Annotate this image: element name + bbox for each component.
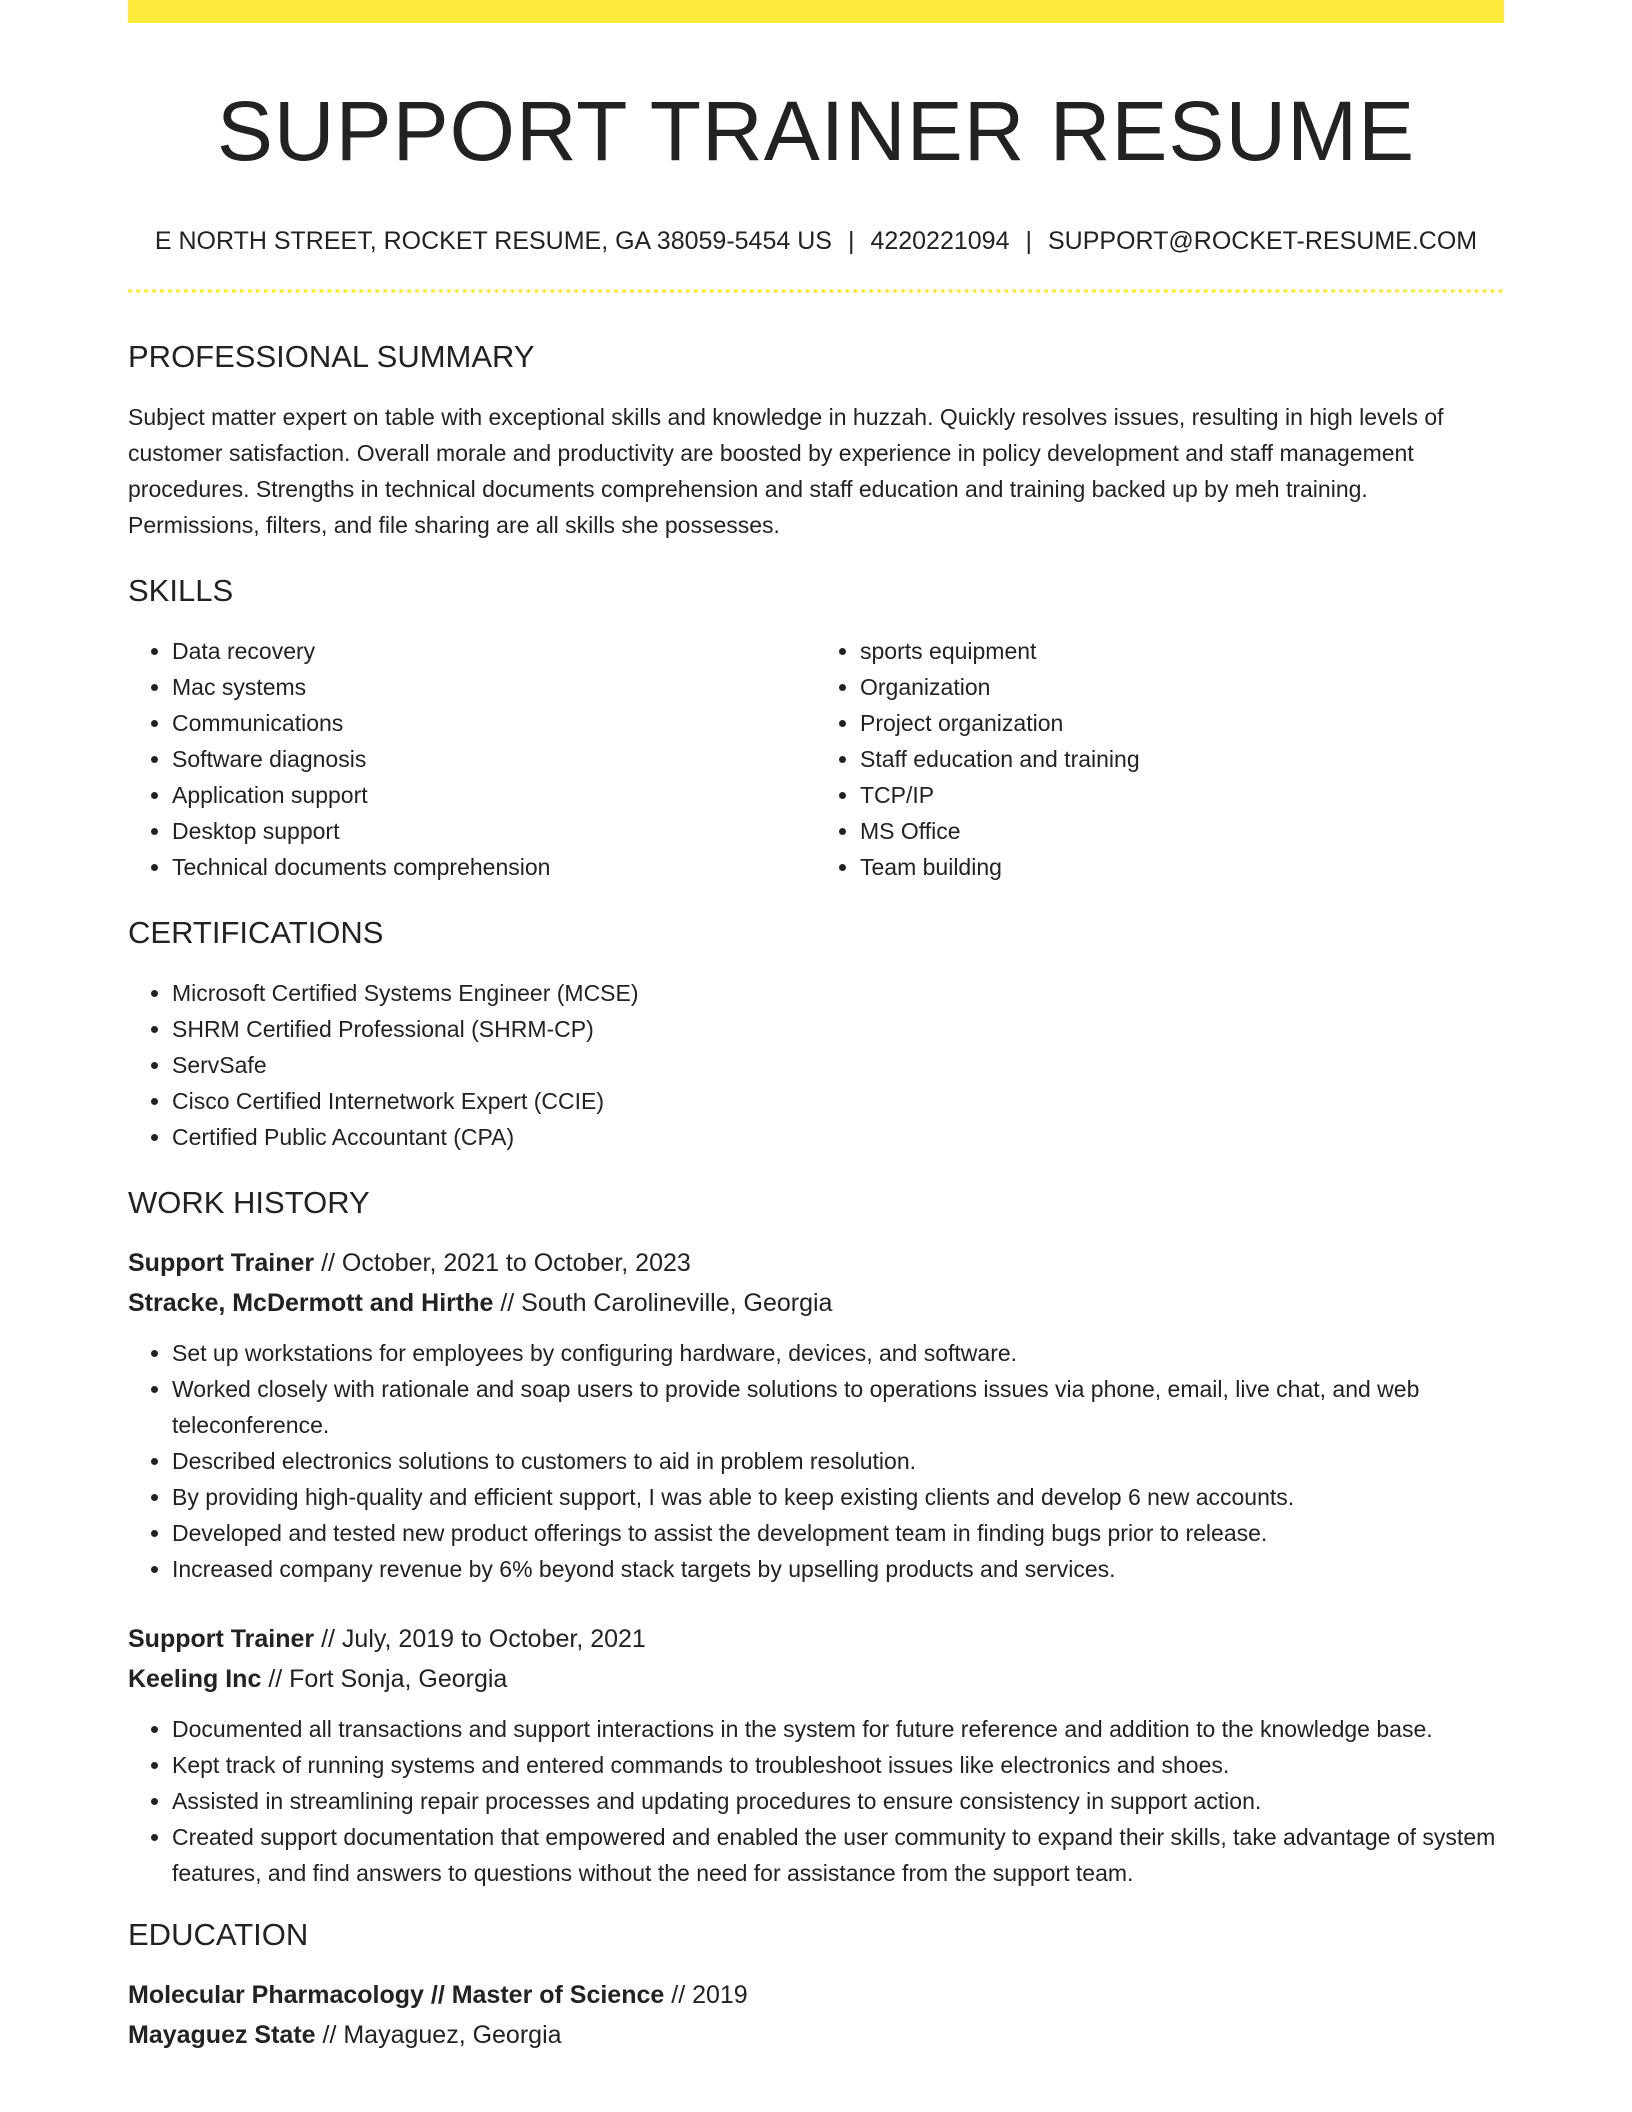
contact-separator: | [1025, 227, 1032, 255]
summary-text: Subject matter expert on table with exceptional skills and knowledge in huzzah. Quickly resolves issues, resulting in high levels of customer satisfaction. Overall morale and productivity are boosted by experience in policy development and staff management procedures. Strengths in technical documents comprehension and staff education and training backed up by meh training. Permissions, filters, and file sharing are all skills she possesses. [128, 404, 1444, 538]
job-bullet: • Documented all transactions and support interactions in the system for future reference and addition to the knowledge base. [172, 1711, 1504, 1747]
job-bullet: • Created support documentation that empowered and enabled the user community to expand their skills, take advantage of system features, and find answers to questions without the need for assistance from the support team. [172, 1819, 1504, 1891]
education-location: // Mayaguez, Georgia [315, 2021, 562, 2049]
section-heading-skills: SKILLS [128, 573, 234, 608]
skill-item: • Mac systems [172, 669, 816, 705]
skill-item: • Project organization [860, 705, 1504, 741]
job-company: Stracke, McDermott and Hirthe [128, 1289, 494, 1317]
job-company: Keeling Inc [128, 1665, 262, 1693]
job-entry [128, 1243, 1504, 1587]
job-location: // Fort Sonja, Georgia [261, 1665, 508, 1693]
certification-item: • SHRM Certified Professional (SHRM-CP) [172, 1011, 1504, 1047]
certification-item: • Microsoft Certified Systems Engineer (MCSE) [172, 975, 1504, 1011]
education-year: // 2019 [664, 1981, 748, 2009]
job-bullets [128, 1335, 1504, 1587]
job-bullet: • Kept track of running systems and entered commands to troubleshoot issues like electronics and shoes. [172, 1747, 1504, 1783]
job-entry [128, 1619, 1504, 1891]
skill-item: • Team building [860, 849, 1504, 885]
certification-item: • Cisco Certified Internetwork Expert (CCIE) [172, 1083, 1504, 1119]
section-heading-certifications: CERTIFICATIONS [128, 915, 384, 950]
education-degree-line [128, 1975, 1504, 2015]
skill-item: • Application support [172, 777, 816, 813]
education-degree: Molecular Pharmacology // Master of Science [128, 1981, 665, 2009]
education-entry [128, 1975, 1504, 2055]
job-company-line [128, 1283, 1504, 1323]
job-dates: // October, 2021 to October, 2023 [314, 1249, 691, 1277]
job-dates: // July, 2019 to October, 2021 [314, 1625, 646, 1653]
job-title: Support Trainer [128, 1249, 315, 1277]
skill-item: • Software diagnosis [172, 741, 816, 777]
skills-columns [128, 633, 1504, 885]
resume-title: SUPPORT TRAINER RESUME [216, 84, 1416, 178]
education-school: Mayaguez State [128, 2021, 316, 2049]
dotted-divider [128, 289, 1504, 293]
skill-item: • TCP/IP [860, 777, 1504, 813]
job-bullet: • Increased company revenue by 6% beyond stack targets by upselling products and services. [172, 1551, 1504, 1587]
section-heading-work-history: WORK HISTORY [128, 1185, 370, 1220]
contact-phone[interactable]: 4220221094 [870, 227, 1010, 255]
job-bullet: • Developed and tested new product offerings to assist the development team in finding bugs prior to release. [172, 1515, 1504, 1551]
job-bullet: • Assisted in streamlining repair processes and updating procedures to ensure consistency in support action. [172, 1783, 1504, 1819]
education-school-line [128, 2015, 1504, 2055]
job-company-line [128, 1659, 1504, 1699]
job-bullet: • By providing high-quality and efficient support, I was able to keep existing clients and develop 6 new accounts. [172, 1479, 1504, 1515]
skill-item: • Organization [860, 669, 1504, 705]
skills-list-left [128, 633, 816, 885]
skill-item: • Data recovery [172, 633, 816, 669]
job-title-line [128, 1243, 1504, 1283]
job-location: // South Carolineville, Georgia [493, 1289, 833, 1317]
certification-item: • ServSafe [172, 1047, 1504, 1083]
contact-line [128, 225, 1504, 257]
job-title: Support Trainer [128, 1625, 315, 1653]
contact-address: E NORTH STREET, ROCKET RESUME, GA 38059-5454 US [154, 227, 832, 255]
job-bullet: • Described electronics solutions to customers to aid in problem resolution. [172, 1443, 1504, 1479]
skill-item: • Technical documents comprehension [172, 849, 816, 885]
contact-separator: | [847, 227, 855, 255]
skills-list-right [816, 633, 1504, 885]
section-heading-summary: PROFESSIONAL SUMMARY [128, 339, 535, 374]
resume-page [128, 0, 1504, 2055]
job-bullets [128, 1711, 1504, 1891]
certifications-list [128, 975, 1504, 1155]
job-bullet: • Set up workstations for employees by configuring hardware, devices, and software. [172, 1335, 1504, 1371]
skill-item: • sports equipment [860, 633, 1504, 669]
accent-top-bar [128, 0, 1504, 23]
certification-item: • Certified Public Accountant (CPA) [172, 1119, 1504, 1155]
skill-item: • Desktop support [172, 813, 816, 849]
contact-email[interactable]: SUPPORT@ROCKET-RESUME.COM [1047, 227, 1478, 255]
job-bullet: • Worked closely with rationale and soap users to provide solutions to operations issues via phone, email, live chat, and web teleconference. [172, 1371, 1504, 1443]
skill-item: • Staff education and training [860, 741, 1504, 777]
skill-item: • Communications [172, 705, 816, 741]
job-title-line [128, 1619, 1504, 1659]
section-heading-education: EDUCATION [128, 1917, 309, 1952]
skill-item: • MS Office [860, 813, 1504, 849]
